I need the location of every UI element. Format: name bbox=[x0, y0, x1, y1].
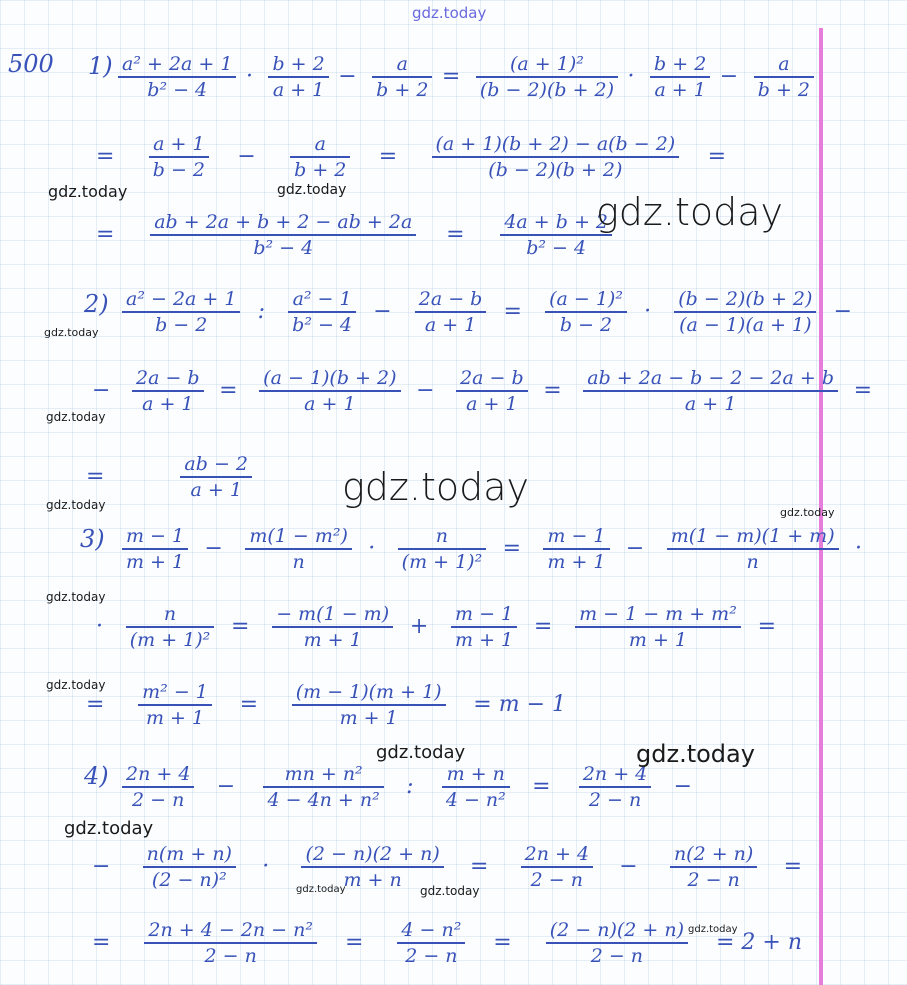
numerator: m(1 − m²) bbox=[249, 525, 348, 547]
fraction bbox=[667, 524, 839, 574]
denominator: m + 1 bbox=[292, 704, 446, 730]
numerator: m − 1 bbox=[455, 603, 514, 625]
operator: = bbox=[493, 930, 512, 955]
fraction bbox=[579, 762, 651, 812]
numerator: a² − 1 bbox=[292, 288, 352, 310]
operator: = bbox=[239, 692, 259, 717]
denominator: b − 2 bbox=[545, 311, 627, 337]
fraction bbox=[456, 366, 528, 416]
operator: = bbox=[441, 64, 461, 89]
fraction bbox=[397, 918, 465, 968]
denominator: b + 2 bbox=[290, 156, 350, 182]
part-label-2: 2) bbox=[84, 290, 109, 318]
denominator: (2 − n)² bbox=[143, 866, 236, 892]
denominator: 2 − n bbox=[144, 942, 317, 968]
numerator: 2n + 4 bbox=[126, 763, 191, 785]
numerator: 2a − b bbox=[460, 367, 524, 389]
denominator: b − 2 bbox=[122, 311, 240, 337]
numerator: (2 − n)(2 + n) bbox=[305, 843, 440, 865]
fraction bbox=[180, 452, 252, 502]
denominator: m + 1 bbox=[138, 704, 212, 730]
numerator: 2n + 4 bbox=[524, 843, 590, 865]
denominator: (b − 2)(b + 2) bbox=[476, 76, 618, 102]
fraction bbox=[290, 132, 350, 182]
denominator: b − 2 bbox=[149, 156, 209, 182]
operator: = bbox=[219, 378, 238, 403]
fraction bbox=[521, 842, 593, 892]
denominator: (b − 2)(b + 2) bbox=[432, 156, 680, 182]
numerator: m − 1 bbox=[547, 525, 606, 547]
fraction bbox=[650, 52, 710, 102]
denominator: a + 1 bbox=[259, 390, 400, 416]
numerator: m² − 1 bbox=[142, 681, 208, 703]
operator: = 2 + n bbox=[715, 930, 802, 955]
watermark: gdz.today bbox=[596, 190, 783, 234]
operator: = bbox=[532, 774, 551, 799]
fraction bbox=[126, 602, 215, 652]
fraction bbox=[259, 366, 400, 416]
operator: = bbox=[92, 930, 111, 955]
operator: = bbox=[231, 614, 250, 639]
operator: · bbox=[627, 64, 635, 89]
operator: · bbox=[245, 64, 253, 89]
operator: − bbox=[92, 378, 111, 403]
numerator: (2 − n)(2 + n) bbox=[549, 919, 685, 941]
fraction bbox=[674, 287, 816, 337]
numerator: 2a − b bbox=[418, 288, 483, 310]
operator: − bbox=[719, 64, 739, 89]
numerator: ab + 2a − b − 2 − 2a + b bbox=[587, 367, 834, 389]
fraction bbox=[144, 918, 317, 968]
numerator: a bbox=[778, 53, 790, 75]
watermark: gdz.today bbox=[376, 742, 466, 763]
part-label-4: 4) bbox=[84, 762, 109, 790]
operator: = m − 1 bbox=[473, 692, 566, 717]
fraction bbox=[263, 762, 383, 812]
fraction bbox=[372, 52, 432, 102]
denominator: 4 − 4n + n² bbox=[263, 786, 383, 812]
numerator: ab − 2 bbox=[184, 453, 248, 475]
numerator: (b − 2)(b + 2) bbox=[678, 288, 813, 310]
fraction bbox=[545, 287, 627, 337]
fraction bbox=[398, 524, 487, 574]
denominator: m + 1 bbox=[543, 548, 609, 574]
fraction bbox=[245, 524, 352, 574]
operator: = bbox=[344, 930, 364, 955]
fraction bbox=[546, 918, 688, 968]
denominator: b² − 4 bbox=[500, 234, 612, 260]
denominator: (a − 1)(a + 1) bbox=[674, 311, 816, 337]
denominator: b² − 4 bbox=[288, 311, 356, 337]
operator: = bbox=[503, 299, 522, 324]
numerator: n bbox=[163, 603, 177, 625]
watermark: gdz.today bbox=[46, 678, 106, 692]
denominator: 2 − n bbox=[546, 942, 688, 968]
operator: = bbox=[86, 692, 105, 717]
fraction bbox=[138, 680, 212, 730]
part-label-1: 1) bbox=[88, 52, 113, 80]
denominator: a + 1 bbox=[650, 76, 710, 102]
operator: = bbox=[446, 222, 465, 247]
denominator: b² − 4 bbox=[150, 234, 416, 260]
denominator: b² − 4 bbox=[118, 76, 236, 102]
denominator: m + n bbox=[301, 866, 443, 892]
operator: : bbox=[406, 774, 414, 799]
operator: = bbox=[533, 614, 553, 639]
denominator: m + 1 bbox=[575, 626, 741, 652]
operator: · bbox=[644, 299, 652, 324]
operator: + bbox=[409, 614, 429, 639]
numerator: 2n + 4 bbox=[582, 763, 648, 785]
fraction bbox=[476, 52, 618, 102]
numerator: (a + 1)(b + 2) − a(b − 2) bbox=[435, 133, 676, 155]
numerator: mn + n² bbox=[284, 763, 363, 785]
operator: − bbox=[673, 774, 692, 799]
denominator: a + 1 bbox=[132, 390, 204, 416]
denominator: m + 1 bbox=[122, 548, 188, 574]
denominator: 2 − n bbox=[397, 942, 465, 968]
numerator: a bbox=[314, 133, 326, 155]
numerator: (a − 1)² bbox=[549, 288, 623, 310]
fraction bbox=[583, 366, 838, 416]
numerator: 4 − n² bbox=[401, 919, 462, 941]
fraction bbox=[149, 132, 209, 182]
operator: − bbox=[237, 144, 256, 169]
fraction bbox=[415, 287, 487, 337]
denominator: a + 1 bbox=[415, 311, 487, 337]
numerator: − m(1 − m) bbox=[276, 603, 390, 625]
numerator: b + 2 bbox=[654, 53, 707, 75]
operator: = bbox=[502, 536, 522, 561]
operator: = bbox=[86, 464, 105, 489]
denominator: 2 − n bbox=[521, 866, 593, 892]
operator: − bbox=[338, 64, 357, 89]
watermark: gdz.today bbox=[46, 590, 106, 604]
watermark: gdz.today bbox=[277, 182, 347, 198]
numerator: (a + 1)² bbox=[510, 53, 584, 75]
fraction bbox=[272, 602, 393, 652]
operator: · bbox=[96, 614, 103, 639]
operator: = bbox=[783, 854, 802, 879]
denominator: a + 1 bbox=[180, 476, 252, 502]
fraction bbox=[543, 524, 609, 574]
numerator: b + 2 bbox=[272, 53, 325, 75]
fraction bbox=[288, 287, 356, 337]
operator: = bbox=[378, 144, 398, 169]
numerator: m − 1 bbox=[126, 525, 185, 547]
denominator: m + 1 bbox=[272, 626, 393, 652]
operator: · bbox=[262, 854, 270, 879]
operator: − bbox=[204, 536, 223, 561]
fraction bbox=[268, 52, 328, 102]
watermark: gdz.today bbox=[296, 884, 346, 895]
numerator: a² + 2a + 1 bbox=[122, 53, 233, 75]
operator: − bbox=[833, 299, 852, 324]
operator: = bbox=[853, 378, 872, 403]
problem-number: 500 bbox=[8, 50, 54, 78]
denominator: n bbox=[667, 548, 839, 574]
operator: = bbox=[543, 378, 562, 403]
watermark: gdz.today bbox=[46, 410, 106, 424]
denominator: a + 1 bbox=[268, 76, 328, 102]
denominator: 4 − n² bbox=[442, 786, 510, 812]
fraction bbox=[122, 524, 188, 574]
watermark: gdz.today bbox=[342, 465, 529, 509]
operator: = bbox=[96, 144, 115, 169]
numerator: (a − 1)(b + 2) bbox=[263, 367, 397, 389]
fraction bbox=[670, 842, 757, 892]
fraction bbox=[122, 287, 240, 337]
operator: · bbox=[855, 536, 862, 561]
watermark: gdz.today bbox=[420, 884, 480, 898]
numerator: m(1 − m)(1 + m) bbox=[670, 525, 835, 547]
operator: − bbox=[373, 299, 392, 324]
operator: − bbox=[216, 774, 236, 799]
watermark: gdz.today bbox=[688, 924, 738, 935]
numerator: m + n bbox=[446, 763, 505, 785]
watermark-top: gdz.today bbox=[412, 4, 487, 22]
watermark: gdz.today bbox=[48, 182, 128, 201]
operator: − bbox=[416, 378, 435, 403]
watermark: gdz.today bbox=[46, 498, 106, 512]
fraction bbox=[143, 842, 236, 892]
denominator: b + 2 bbox=[754, 76, 814, 102]
denominator: m + 1 bbox=[451, 626, 517, 652]
operator: = bbox=[757, 614, 776, 639]
denominator: (m + 1)² bbox=[398, 548, 487, 574]
watermark: gdz.today bbox=[44, 326, 99, 339]
fraction bbox=[432, 132, 680, 182]
denominator: b + 2 bbox=[372, 76, 432, 102]
operator: − bbox=[92, 854, 111, 879]
operator: = bbox=[469, 854, 489, 879]
operator: = bbox=[707, 144, 726, 169]
numerator: 2n + 4 − 2n − n² bbox=[148, 919, 313, 941]
numerator: n bbox=[435, 525, 449, 547]
denominator: 2 − n bbox=[579, 786, 651, 812]
fraction bbox=[132, 366, 204, 416]
denominator: n bbox=[245, 548, 352, 574]
denominator: (m + 1)² bbox=[126, 626, 215, 652]
operator: − bbox=[625, 536, 645, 561]
numerator: ab + 2a + b + 2 − ab + 2a bbox=[154, 211, 413, 233]
numerator: (m − 1)(m + 1) bbox=[295, 681, 442, 703]
fraction bbox=[451, 602, 517, 652]
fraction bbox=[118, 52, 236, 102]
numerator: 4a + b + 2 bbox=[504, 211, 608, 233]
numerator: a² − 2a + 1 bbox=[126, 288, 237, 310]
numerator: n(2 + n) bbox=[673, 843, 754, 865]
fraction bbox=[754, 52, 814, 102]
operator: · bbox=[368, 536, 376, 561]
numerator: a bbox=[396, 53, 408, 75]
operator: − bbox=[619, 854, 638, 879]
watermark: gdz.today bbox=[64, 818, 154, 839]
fraction bbox=[122, 762, 194, 812]
fraction bbox=[292, 680, 446, 730]
watermark: gdz.today bbox=[636, 740, 755, 768]
denominator: 2 − n bbox=[670, 866, 757, 892]
numerator: 2a − b bbox=[136, 367, 200, 389]
part-label-3: 3) bbox=[80, 525, 105, 553]
denominator: 2 − n bbox=[122, 786, 194, 812]
denominator: a + 1 bbox=[583, 390, 838, 416]
numerator: n(m + n) bbox=[146, 843, 232, 865]
operator: = bbox=[96, 222, 115, 247]
fraction bbox=[442, 762, 510, 812]
denominator: a + 1 bbox=[456, 390, 528, 416]
watermark: gdz.today bbox=[780, 506, 835, 519]
fraction bbox=[575, 602, 741, 652]
numerator: m − 1 − m + m² bbox=[579, 603, 737, 625]
fraction bbox=[150, 210, 416, 260]
operator: : bbox=[257, 299, 266, 324]
numerator: a + 1 bbox=[153, 133, 205, 155]
